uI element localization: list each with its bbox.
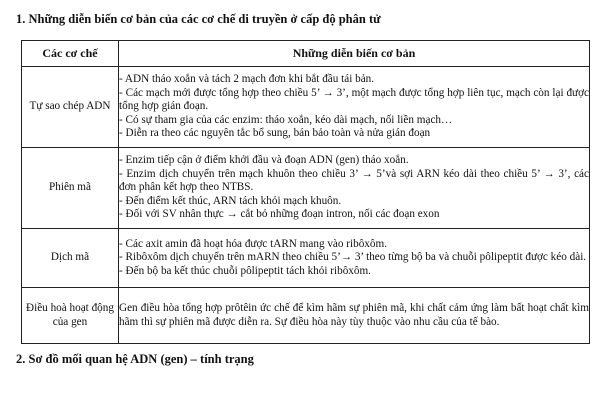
column-header-mechanism: Các cơ chế	[22, 41, 119, 67]
mechanisms-table	[21, 40, 590, 344]
table-row	[22, 288, 590, 344]
event-line: - Đối với SV nhân thực → cắt bỏ những đoạn intron, nối các đoạn exon	[119, 208, 440, 221]
table-row	[22, 67, 590, 148]
mechanism-name: Dịch mã	[22, 229, 119, 288]
event-line: - Enzim dịch chuyển trên mạch khuôn theo chiều 3’ → 5’và sợi ARN kéo dài theo chiều 5’ → 3’, các đơn phân kết hợp theo NTBS.	[119, 167, 589, 194]
mechanism-events	[119, 148, 590, 229]
event-line: - ADN tháo xoắn và tách 2 mạch đơn khi bắt đầu tái bản.	[119, 73, 375, 86]
mechanism-events	[119, 67, 590, 148]
event-line: - Ribôxôm dịch chuyển trên mARN theo chiều 5’→ 3’ theo từng bộ ba và chuỗi pôlipeptit được kéo dài.	[119, 251, 587, 264]
event-line: Gen điều hòa tổng hợp prôtêin ức chế để kìm hãm sự phiên mã, khi chất cảm ứng làm bất hoạt chất kìm hãm thì sự phiên mã được diễn ra. Sự điều hòa này tùy thuộc vào nhu cầu của tế bào.	[119, 302, 589, 328]
table-row	[22, 148, 590, 229]
event-line: - Các mạch mới được tổng hợp theo chiều 5’ → 3’, một mạch được tổng hợp liên tục, mạch còn lại được tổng hợp gián đoạn.	[119, 86, 589, 113]
table-row	[22, 229, 590, 288]
table-header-row	[22, 41, 590, 67]
event-line: - Enzim tiếp cận ở điểm khởi đầu và đoạn ADN (gen) tháo xoắn.	[119, 154, 409, 167]
event-line: - Đến điểm kết thúc, ARN tách khỏi mạch khuôn.	[119, 194, 342, 207]
section-heading-mechanisms: 1. Những diễn biến cơ bản của các cơ chế di truyền ở cấp độ phân tử	[16, 12, 381, 26]
mechanism-name: Phiên mã	[22, 148, 119, 229]
mechanism-events	[119, 229, 590, 288]
section-heading-relationship: 2. Sơ đồ mối quan hệ ADN (gen) – tính trạng	[16, 352, 254, 366]
column-header-events: Những diễn biến cơ bản	[119, 41, 590, 67]
event-line: - Đến bộ ba kết thúc chuỗi pôlipeptit tách khỏi ribôxôm.	[119, 264, 371, 277]
mechanism-name: Điều hoà hoạt động của gen	[22, 288, 119, 344]
mechanism-name: Tự sao chép ADN	[22, 67, 119, 148]
event-line: - Các axit amin đã hoạt hóa được tARN mang vào ribôxôm.	[119, 237, 387, 250]
event-line: - Diễn ra theo các nguyên tắc bổ sung, bán bảo toàn và nửa gián đoạn	[119, 127, 431, 140]
mechanism-events	[119, 288, 590, 344]
event-line: - Có sự tham gia của các enzim: tháo xoắn, kéo dài mạch, nối liền mạch…	[119, 113, 453, 126]
